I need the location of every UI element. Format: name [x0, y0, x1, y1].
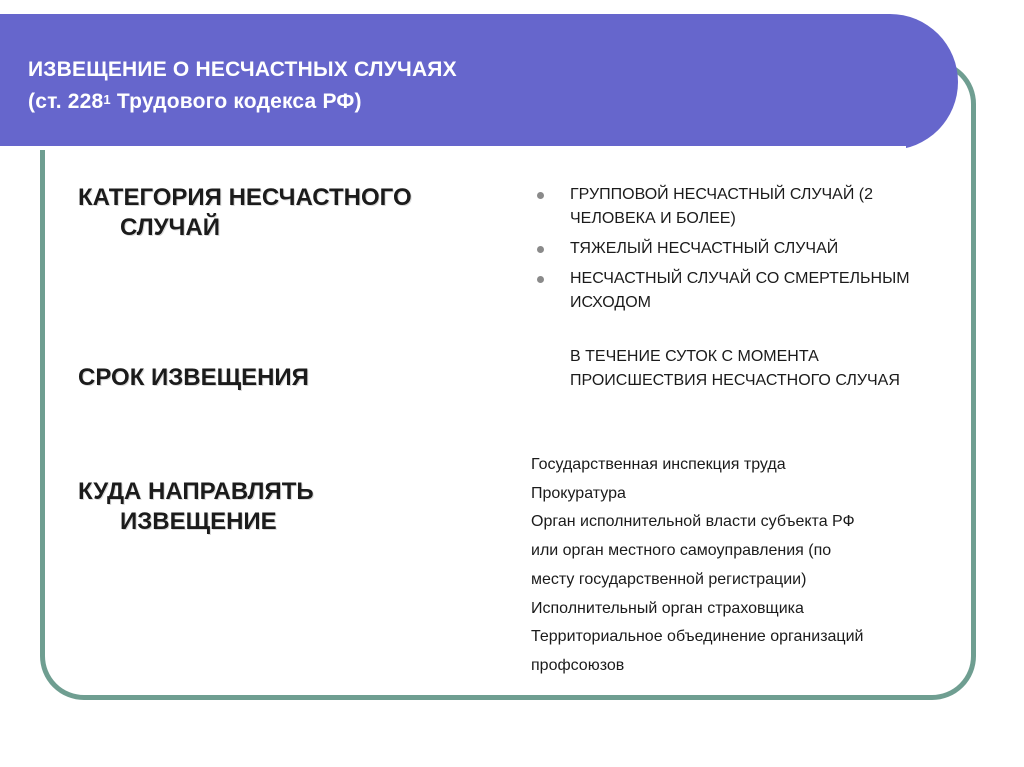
- category-list: [533, 183, 963, 321]
- list-item: Прокуратура: [531, 484, 626, 502]
- bullet-icon: [537, 246, 544, 253]
- article-superscript: 1: [103, 92, 111, 107]
- list-item: ГРУППОВОЙ НЕСЧАСТНЫЙ СЛУЧАЙ (2 ЧЕЛОВЕКА И БОЛЕЕ): [533, 183, 963, 231]
- list-item: профсоюзов: [531, 656, 625, 674]
- list-item: Территориальное объединение организаций: [531, 628, 864, 646]
- slide-title: [28, 54, 457, 118]
- destination-list: [531, 451, 961, 681]
- destination-label: КУДА НАПРАВЛЯТЬ ИЗВЕЩЕНИЕ: [78, 478, 314, 535]
- list-item: ТЯЖЕЛЫЙ НЕСЧАСТНЫЙ СЛУЧАЙ: [533, 237, 963, 261]
- title-line-1: ИЗВЕЩЕНИЕ О НЕСЧАСТНЫХ СЛУЧАЯХ: [28, 58, 457, 81]
- bullet-icon: [537, 192, 544, 199]
- list-item: Исполнительный орган страховщика: [531, 599, 804, 617]
- list-item: Орган исполнительной власти субъекта РФ: [531, 513, 855, 531]
- title-line-2: (ст. $228^1$ Трудового кодекса РФ): [28, 90, 362, 113]
- deadline-label: СРОК ИЗВЕЩЕНИЯ: [78, 364, 309, 391]
- deadline-text: В ТЕЧЕНИЕ СУТОК С МОМЕНТА ПРОИСШЕСТВИЯ НЕСЧАСТНОГО СЛУЧАЯ: [570, 348, 900, 389]
- title-underline: [0, 146, 906, 150]
- list-item: НЕСЧАСТНЫЙ СЛУЧАЙ СО СМЕРТЕЛЬНЫМ ИСХОДОМ: [533, 267, 963, 315]
- bullet-icon: [537, 276, 544, 283]
- category-label: КАТЕГОРИЯ НЕСЧАСТНОГО СЛУЧАЙ: [78, 184, 412, 241]
- list-item: месту государственной регистрации): [531, 570, 807, 588]
- list-item: или орган местного самоуправления (по: [531, 542, 832, 560]
- list-item: Государственная инспекция труда: [531, 456, 786, 473]
- title-banner: [0, 14, 958, 150]
